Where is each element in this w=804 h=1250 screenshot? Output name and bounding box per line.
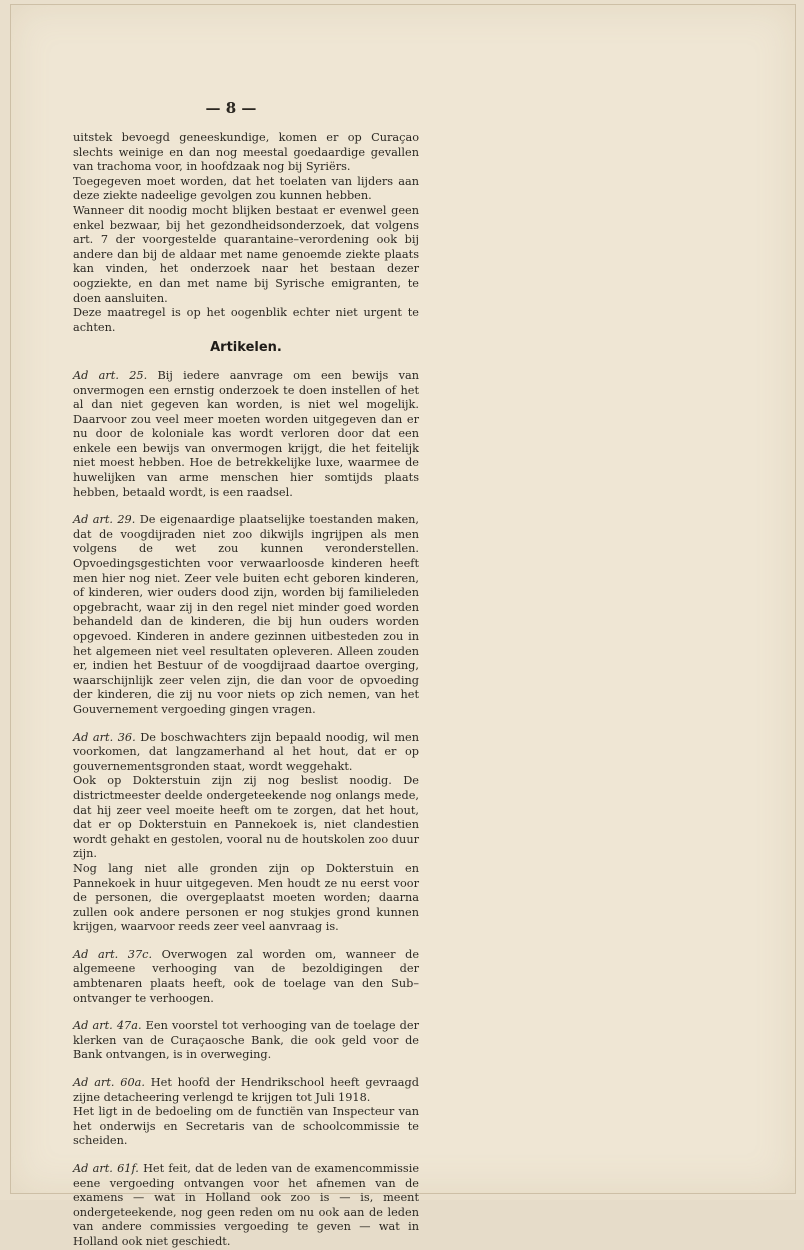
- article-paragraph: [73, 369, 419, 500]
- intro-paragraph-1: uitstek bevoegd geneeskundige, komen er op Curaçao slechts weinige en dan nog meestal goedaardige gevallen van trachoma voor, in hoofdzaak nog bij Syriërs.: [73, 131, 419, 174]
- article-37c: [73, 948, 419, 1006]
- article-reference: Ad art. 36.: [73, 730, 136, 744]
- intro-paragraph-3: Wanneer dit noodig mocht blijken bestaat er evenwel geen enkel bezwaar, bij het gezondheidsonderzoek, dat volgens art. 7 der voorgestelde quarantaine–verordening ook bij andere dan bij de aldaar met name genoemde ziekte plaats kan vinden, het onderzoek naar het bestaan dezer oogziekte, en dan met name bij Syrische emigranten, te doen aansluiten.: [73, 203, 419, 305]
- article-reference: Ad art. 47a.: [73, 1019, 142, 1033]
- article-paragraph: [73, 731, 419, 775]
- article-61f: [73, 1162, 419, 1250]
- article-reference: Ad art. 61f.: [73, 1162, 139, 1175]
- article-36: [73, 731, 419, 935]
- page-number: — 8 —: [205, 99, 257, 117]
- article-text: Overwogen zal worden om, wanneer de algemeene verhooging van de bezoldigingen der ambtenaren plaats heeft, ook de toelage van den Sub–ontvanger te verhoogen.: [73, 947, 420, 1005]
- intro-paragraph-2: Toegegeven moet worden, dat het toelaten van lijders aan deze ziekte nadeelige gevolgen zou kunnen hebben.: [73, 174, 419, 203]
- article-reference: Ad art. 29.: [73, 513, 136, 527]
- article-paragraph: Nog lang niet alle gronden zijn op Dokterstuin en Pannekoek in huur uitgegeven. Men houdt ze nu eerst voor de personen, die overgeplaatst moeten worden; daarna zullen ook andere personen er nog stukjes grond kunnen krijgen, waarvoor reeds zeer veel aanvraag is.: [73, 861, 419, 934]
- document-body: [73, 131, 419, 1250]
- article-reference: Ad art. 37c.: [73, 947, 153, 961]
- article-25: [73, 369, 419, 500]
- intro-paragraph-4: Deze maatregel is op het oogenblik echter niet urgent te achten.: [73, 306, 419, 334]
- article-29: [73, 513, 419, 717]
- article-text: Bij iedere aanvrage om een bewijs van onvermogen een ernstig onderzoek te doen instellen of het al dan niet gegeven kan worden, is niet wel mogelijk. Daarvoor zou veel meer moeten worden uitgegeven dan er nu door de koloniale kas wordt verloren door dat een enkele een bewijs van onvermogen krijgt, die het feitelijk niet moest hebben. Hoe de betrekkelijke luxe, waarmee de huwelijken van arme menschen hier somtijds plaats hebben, betaald wordt, is een raadsel.: [73, 368, 420, 499]
- article-60a: [73, 1076, 419, 1149]
- article-47a: [73, 1019, 419, 1063]
- article-paragraph: [73, 948, 419, 1006]
- article-paragraph: [73, 1019, 419, 1063]
- article-paragraph: [73, 1162, 419, 1250]
- article-text: Het feit, dat de leden van de examencommissie eene vergoeding ontvangen voor het afnemen van de examens — wat in Holland ook zoo is — is, meent ondergeteekende, nog geen reden om nu ook aan de leden van andere commissies vergoeding te geven — wat in Holland ook niet geschiedt.: [73, 1162, 419, 1248]
- article-paragraph: Ook op Dokterstuin zijn zij nog beslist noodig. De districtmeester deelde ondergeteekende nog onlangs mede, dat hij zeer veel moeite heeft om te zorgen, dat het hout, dat er op Dokterstuin en Pannekoek is, niet clandestien wordt gehakt en gestolen, vooral nu de houtskolen zoo duur zijn.: [73, 774, 419, 861]
- article-text: Het hoofd der Hendrikschool heeft gevraagd zijne detacheering verlengd te krijgen tot Juli 1918.: [73, 1076, 419, 1104]
- article-text: De boschwachters zijn bepaald noodig, wil men voorkomen, dat langzamerhand al het hout, dat er op gouvernementsgronden staat, wordt weggehakt.: [73, 730, 419, 773]
- article-text: Een voorstel tot verhooging van de toelage der klerken van de Curaçaosche Bank, die ook geld voor de Bank ontvangen, is in overweging.: [73, 1019, 419, 1062]
- article-reference: Ad art. 25.: [73, 368, 148, 382]
- article-text: De eigenaardige plaatselijke toestanden maken, dat de voogdijraden niet zoo dikwijls ingrijpen als men volgens de wet zou kunnen veronderstellen. Opvoedingsgestichten voor verwaarloosde kinderen heeft men hier nog niet. Zeer vele buiten echt geboren kinderen, of kinderen, wier ouders dood zijn, worden bij familieleden opgebracht, waar zij in den regel niet minder goed worden behandeld dan de kinderen, die bij hun ouders worden opgevoed. Kinderen in andere gezinnen uitbesteden zou in het algemeen niet veel resultaten opleveren. Alleen zouden er, indien het Bestuur of de voogdijraad daartoe overging, waarschijnlijk zeer velen zijn, die dan voor de opvoeding der kinderen, die zij nu voor niets op zich nemen, van het Gouvernement vergoeding gingen vragen.: [73, 513, 419, 716]
- section-heading-artikelen: Artikelen.: [210, 340, 282, 356]
- article-paragraph: [73, 513, 419, 717]
- document-page: [10, 4, 796, 1248]
- article-reference: Ad art. 60a.: [73, 1076, 145, 1090]
- article-paragraph: [73, 1076, 419, 1105]
- article-paragraph: Het ligt in de bedoeling om de functiën van Inspecteur van het onderwijs en Secretaris van de schoolcommissie te scheiden.: [73, 1105, 419, 1148]
